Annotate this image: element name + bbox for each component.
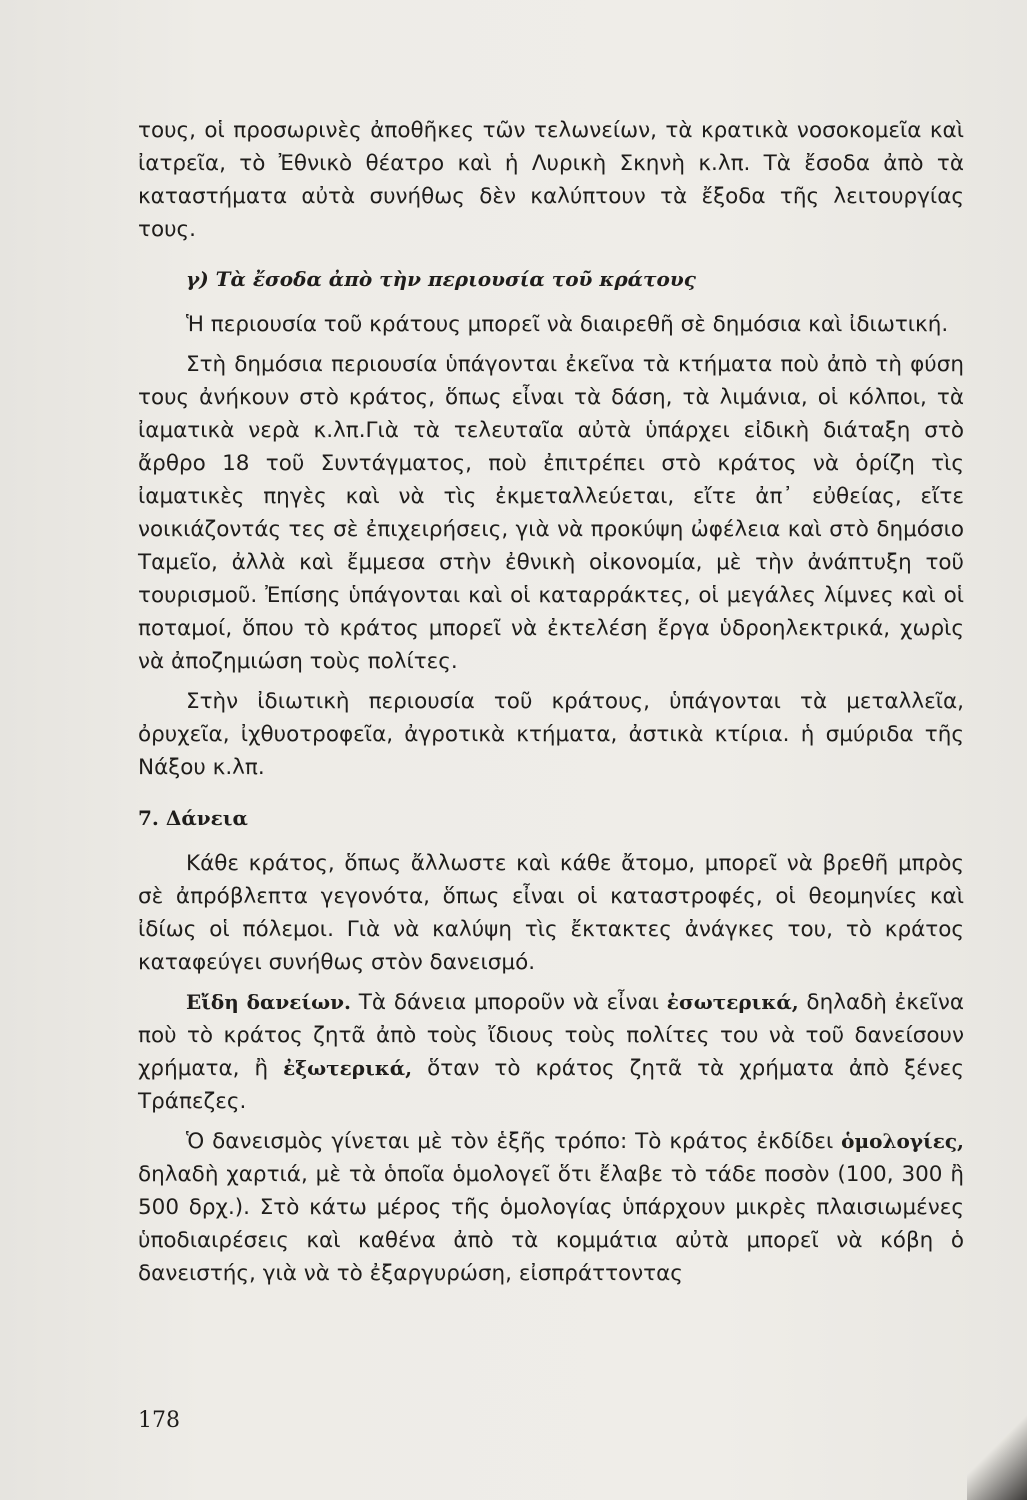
page-number: 178: [138, 1408, 180, 1433]
internal-loans-term: ἐσωτερικά,: [666, 990, 799, 1014]
section-heading-loans: 7. Δάνεια: [138, 806, 248, 830]
bonds-term: ὁμολογίες,: [841, 1129, 964, 1153]
loan-types-term: Εἴδη δανείων.: [186, 990, 352, 1014]
page-corner-shadow: [967, 1370, 1027, 1500]
paragraph-public-property: Στὴ δημόσια περιουσία ὑπάγονται ἐκεῖνα τὰ κτήματα ποὺ ἀπὸ τὴ φύση τους ἀνήκουν στὸ κράτος, ὅπως εἶναι τὰ δάση, τὰ λιμάνια, οἱ κόλποι, τὰ ἰαματικὰ νερὰ κ.λπ.Γιὰ τὰ τελευταῖα αὐτὰ ὑπάρχει εἰδικὴ διάταξη στὸ ἄρθρο 18 τοῦ Συντάγματος, ποὺ ἐπιτρέπει στὸ κράτος νὰ ὁρίζη τὶς ἰαματικὲς πηγὲς καὶ νὰ τὶς ἐκμεταλλεύεται, εἴτε ἀπ᾿ εὐθείας, εἴτε νοικιάζοντάς τες σὲ ἐπιχειρήσεις, γιὰ νὰ προκύψη ὠφέλεια καὶ στὸ δημόσιο Ταμεῖο, ἀλλὰ καὶ ἔμμεσα στὴν ἐθνικὴ οἰκονομία, μὲ τὴν ἀνάπτυξη τοῦ τουρισμοῦ. Ἐπίσης ὑπάγονται καὶ οἱ καταρράκτες, οἱ μεγάλες λίμνες καὶ οἱ ποταμοί, ὅπου τὸ κράτος μπορεῖ νὰ ἐκτελέση ἔργα ὑδροηλεκτρικά, χωρὶς νὰ ἀποζημιώση τοὺς πολίτες.: [138, 352, 964, 674]
paragraph-property: Ἡ περιουσία τοῦ κράτους μπορεῖ νὰ διαιρεθῆ σὲ δημόσια καὶ ἰδιωτική.: [186, 312, 949, 337]
loan-types-text-a: Τὰ δάνεια μποροῦν νὰ εἶναι: [351, 990, 667, 1015]
external-loans-term: ἐξωτερικά,: [283, 1056, 413, 1080]
paragraph-loan-types: [138, 986, 964, 1118]
borrowing-text-b: δηλαδὴ χαρτιά, μὲ τὰ ὁποῖα ὁμολογεῖ ὅτι ἔλαβε τὸ τάδε ποσὸν (100, 300 ἢ 500 δρχ.). Στὸ κάτω μέρος τῆς ὁμολογίας ὑπάρχουν μικρὲς πλαισιωμένες ὑποδιαιρέσεις καὶ καθένα ἀπὸ τὰ κομμάτια αὐτὰ μπορεῖ νὰ κόβη ὁ δανειστής, γιὰ νὰ τὸ ἐξαργυρώση, εἰσπράττοντας: [138, 1162, 964, 1286]
body-text: [138, 114, 964, 1290]
paragraph-private-property: Στὴν ἰδιωτικὴ περιουσία τοῦ κράτους, ὑπάγονται τὰ μεταλλεῖα, ὀρυχεῖα, ἰχθυοτροφεῖα, ἀγροτικὰ κτήματα, ἀστικὰ κτίρια. ἡ σμύριδα τῆς Νάξου κ.λπ.: [138, 689, 964, 780]
loan-types-text-b: δηλαδὴ ἐκεῖνα ποὺ τὸ κράτος ζητᾶ ἀπὸ τοὺς ἴδιους τοὺς πολίτες του νὰ τοῦ δανείσουν χρήματα, ἢ: [138, 990, 965, 1081]
borrowing-text-a: Ὁ δανεισμὸς γίνεται μὲ τὸν ἑξῆς τρόπο: Τὸ κράτος ἐκδίδει: [186, 1129, 842, 1154]
paragraph-intro: τους, οἱ προσωρινὲς ἀποθῆκες τῶν τελωνείων, τὰ κρατικὰ νοσοκομεῖα καὶ ἰατρεῖα, τὸ Ἐθνικὸ θέατρο καὶ ἡ Λυρικὴ Σκηνὴ κ.λπ. Τὰ ἔσοδα ἀπὸ τὰ καταστήματα αὐτὰ συνήθως δὲν καλύπτουν τὰ ἔξοδα τῆς λειτουργίας τους.: [138, 118, 964, 242]
loan-types-text-c: ὅταν τὸ κράτος ζητᾶ τὰ χρήματα ἀπὸ ξένες Τράπεζες.: [138, 1056, 965, 1114]
subheading-state-property-income: γ) Τὰ ἔσοδα ἀπὸ τὴν περιουσία τοῦ κράτους: [186, 267, 696, 291]
paragraph-loans: Κάθε κράτος, ὅπως ἄλλωστε καὶ κάθε ἄτομο, μπορεῖ νὰ βρεθῆ μπρὸς σὲ ἀπρόβλεπτα γεγονότα, ὅπως εἶναι οἱ καταστροφές, οἱ θεομηνίες καὶ ἰδίως οἱ πόλεμοι. Γιὰ νὰ καλύψη τὶς ἔκτακτες ἀνάγκες του, τὸ κράτος καταφεύγει συνήθως στὸν δανεισμό.: [138, 851, 964, 975]
paragraph-borrowing-process: [138, 1125, 964, 1290]
